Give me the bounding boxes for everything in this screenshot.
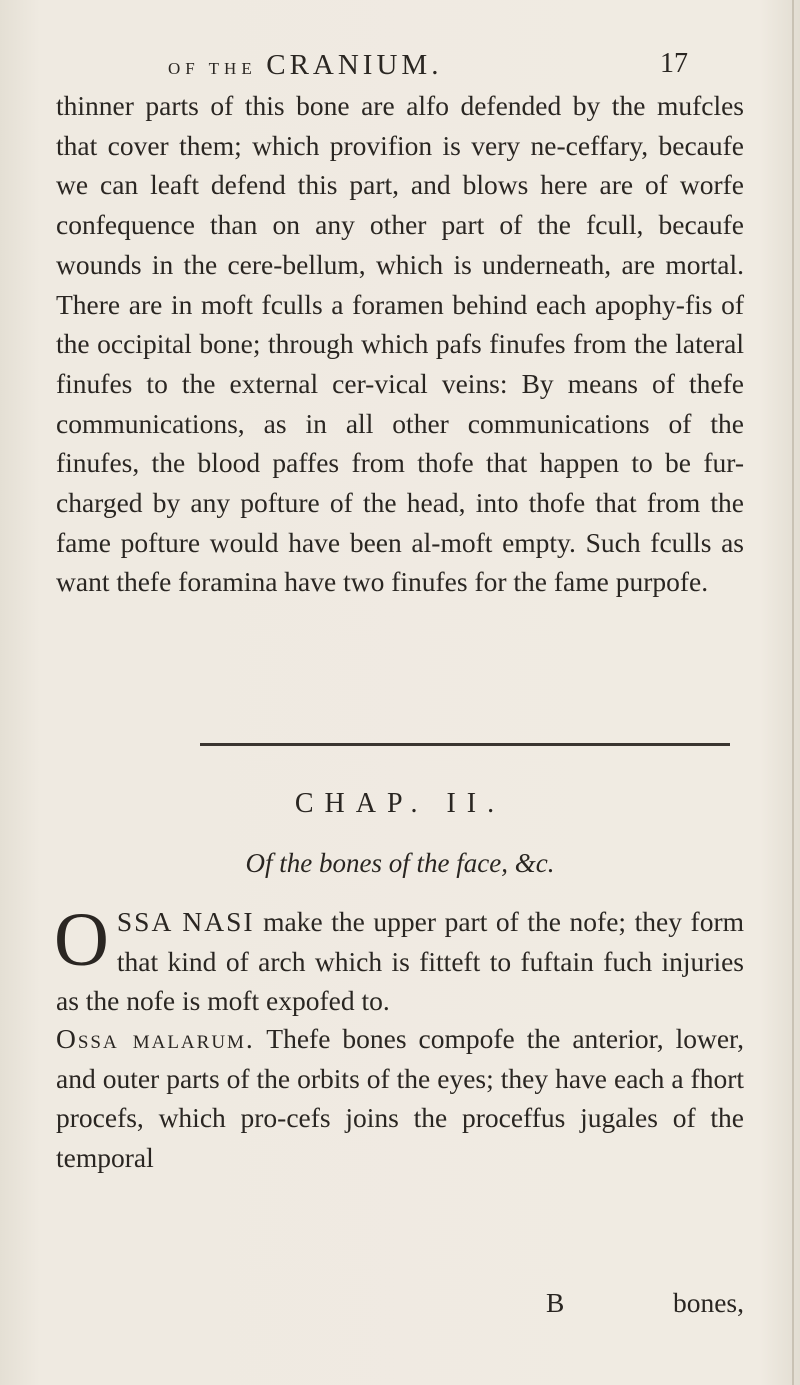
chapter-divider [200, 743, 730, 746]
header-of-the: OF THE [168, 59, 257, 78]
page-number: 17 [660, 48, 688, 79]
paragraph-ossa-nasi-text: make the upper part of the nofe; they form that kind of arch which is fitteft to fuftain fuch injuries as the nofe is moft expofed to. [56, 906, 744, 1017]
signature-mark: B [546, 1287, 565, 1318]
page-footer [56, 1287, 744, 1327]
drop-cap: O [54, 898, 109, 982]
paragraph-ossa-malarum [56, 1019, 744, 1178]
paragraph-occipital: thinner parts of this bone are alfo defended by the mufcles that cover them; which provifion is very ne-ceffary, becaufe we can leaft defend this part, and blows here are of worfe confequence than on any other part of the fcull, becaufe wounds in the cere-bellum, which is underneath, are mortal. There are in moft fculls a foramen behind each apophy-fis of the occipital bone; through which pafs finufes from the lateral finufes to the external cer-vical veins: By means of thefe communications, as in all other communications of the finufes, the blood paffes from thofe that happen to be fur-charged by any pofture of the head, into thofe that from the fame pofture would have been al-moft empty. Such fculls as want thefe foramina have two finufes for the fame purpofe. [56, 90, 744, 598]
term-ossa-malarum: Ossa malarum. [56, 1023, 255, 1054]
chapter-subtitle: Of the bones of the face, &c. [245, 848, 555, 878]
paragraph-ossa-nasi [54, 898, 744, 1021]
page-edge [792, 0, 794, 1385]
paragraph-ossa-malarum-text: Thefe bones compofe the anterior, lower, and outer parts of the orbits of the eyes; they have each a fhort procefs, which pro-cefs joins the proceffus jugales of the temporal [56, 1023, 744, 1174]
running-header [168, 48, 688, 88]
chapter-heading: CHAP. II. [294, 788, 506, 819]
term-ossa-nasi: SSA NASI [116, 906, 255, 937]
header-title: CRANIUM. [266, 49, 443, 81]
catchword: bones, [672, 1287, 744, 1318]
